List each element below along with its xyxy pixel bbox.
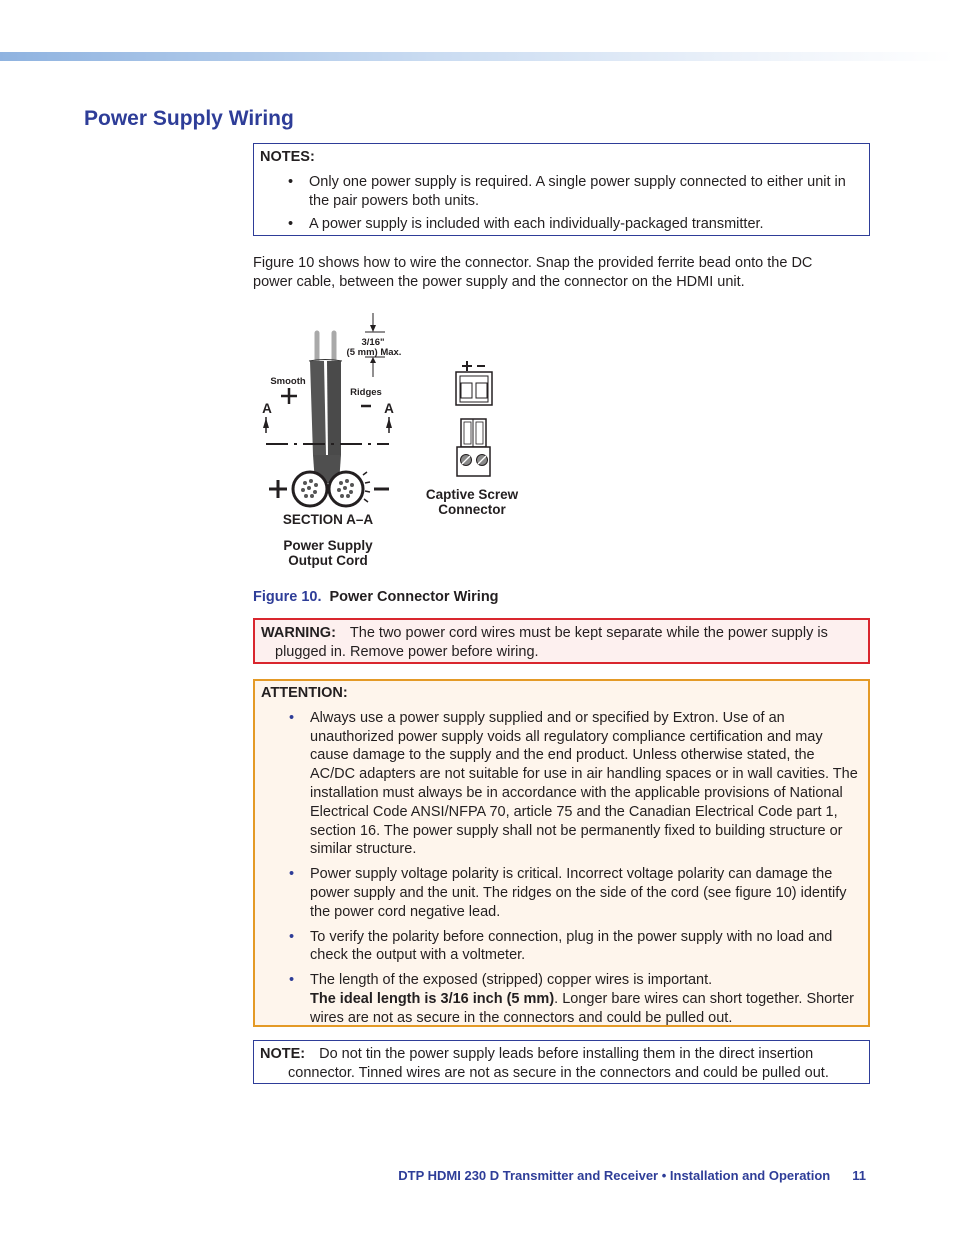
attention-list bbox=[261, 709, 860, 1028]
figure-number: Figure 10. bbox=[253, 589, 322, 605]
note-text-continued: connector. Tinned wires are not as secure in the connectors and could be pulled out. bbox=[288, 1064, 829, 1081]
attention-box bbox=[253, 679, 870, 1027]
ridges-label: Ridges bbox=[350, 387, 382, 398]
connector-label-line1: Captive Screw bbox=[425, 487, 519, 502]
attention-item: • Power supply voltage polarity is critical. Incorrect voltage polarity can damage the power supply and the unit. The ridges on the side of the cord (see figure 10) identify the power cord negative lead. bbox=[261, 865, 860, 921]
attention-item-text: . Longer bare wires can short together. Shorter wires are not as secure in the connectors and could be pulled out. bbox=[310, 990, 854, 1026]
notes-list bbox=[260, 173, 859, 234]
cord-label-line1: Power Supply bbox=[283, 538, 373, 553]
note-text: Do not tin the power supply leads before installing them in the direct insertion bbox=[319, 1046, 814, 1062]
dim-label-bottom: (5 mm) Max. bbox=[346, 347, 402, 358]
note-label: NOTE: bbox=[260, 1046, 306, 1062]
attention-item-text: The length of the exposed (stripped) copper wires is important. bbox=[310, 972, 713, 989]
section-label: SECTION A–A bbox=[282, 512, 374, 527]
attention-item-bold: The ideal length is 3/16 inch (5 mm) bbox=[310, 990, 555, 1007]
warning-text: The two power cord wires must be kept separate while the power supply is bbox=[349, 625, 828, 641]
note-box bbox=[253, 1040, 870, 1084]
attention-item: • Always use a power supply supplied and or specified by Extron. Use of an unauthorized power supply voids all regulatory compliance certification and may cause damage to the supply and the end product. Unless otherwise stated, the AC/DC adapters are not suitable for use in air handling spaces or in wall cavities. The installation must always be in accordance with the applicable provisions of National Electrical Code ANSI/NFPA 70, article 75 and the Canadian Electrical Code part 1, section 16. The power supply shall not be permanently fixed to building structure or similar structure. bbox=[261, 709, 860, 859]
notes-item: • A power supply is included with each individually-packaged transmitter. bbox=[260, 215, 859, 234]
page-number: 11 bbox=[852, 1168, 866, 1183]
warning-label: WARNING: bbox=[261, 625, 336, 641]
intro-paragraph: Figure 10 shows how to wire the connector. Snap the provided ferrite bead onto the DC power cable, between the power supply and the connector on the HDMI unit. bbox=[253, 255, 813, 290]
dim-label-top: 3/16" bbox=[361, 337, 385, 348]
attention-title: ATTENTION: bbox=[261, 685, 348, 701]
section-title: Power Supply Wiring bbox=[84, 107, 294, 130]
header-gradient-bar bbox=[0, 52, 954, 61]
warning-box bbox=[253, 618, 870, 664]
warning-text-continued: plugged in. Remove power before wiring. bbox=[275, 643, 539, 660]
figure-title: Power Connector Wiring bbox=[329, 589, 499, 605]
cord-label-line2: Output Cord bbox=[288, 553, 368, 568]
section-a-left: A bbox=[262, 401, 272, 416]
attention-item: • To verify the polarity before connection, plug in the power supply with no load and check the output with a voltmeter. bbox=[261, 928, 860, 966]
notes-box bbox=[253, 143, 870, 236]
power-connector-figure bbox=[253, 305, 553, 585]
footer-title: DTP HDMI 230 D Transmitter and Receiver • Installation and Operation bbox=[398, 1168, 831, 1183]
page-footer bbox=[398, 1168, 866, 1183]
connector-label-line2: Connector bbox=[438, 502, 506, 517]
attention-item bbox=[261, 971, 860, 1027]
notes-item: • Only one power supply is required. A single power supply connected to either unit in the pair powers both units. bbox=[260, 173, 859, 211]
notes-title: NOTES: bbox=[260, 149, 315, 165]
smooth-label: Smooth bbox=[270, 376, 306, 387]
figure-caption bbox=[253, 589, 499, 605]
section-a-right: A bbox=[384, 401, 394, 416]
